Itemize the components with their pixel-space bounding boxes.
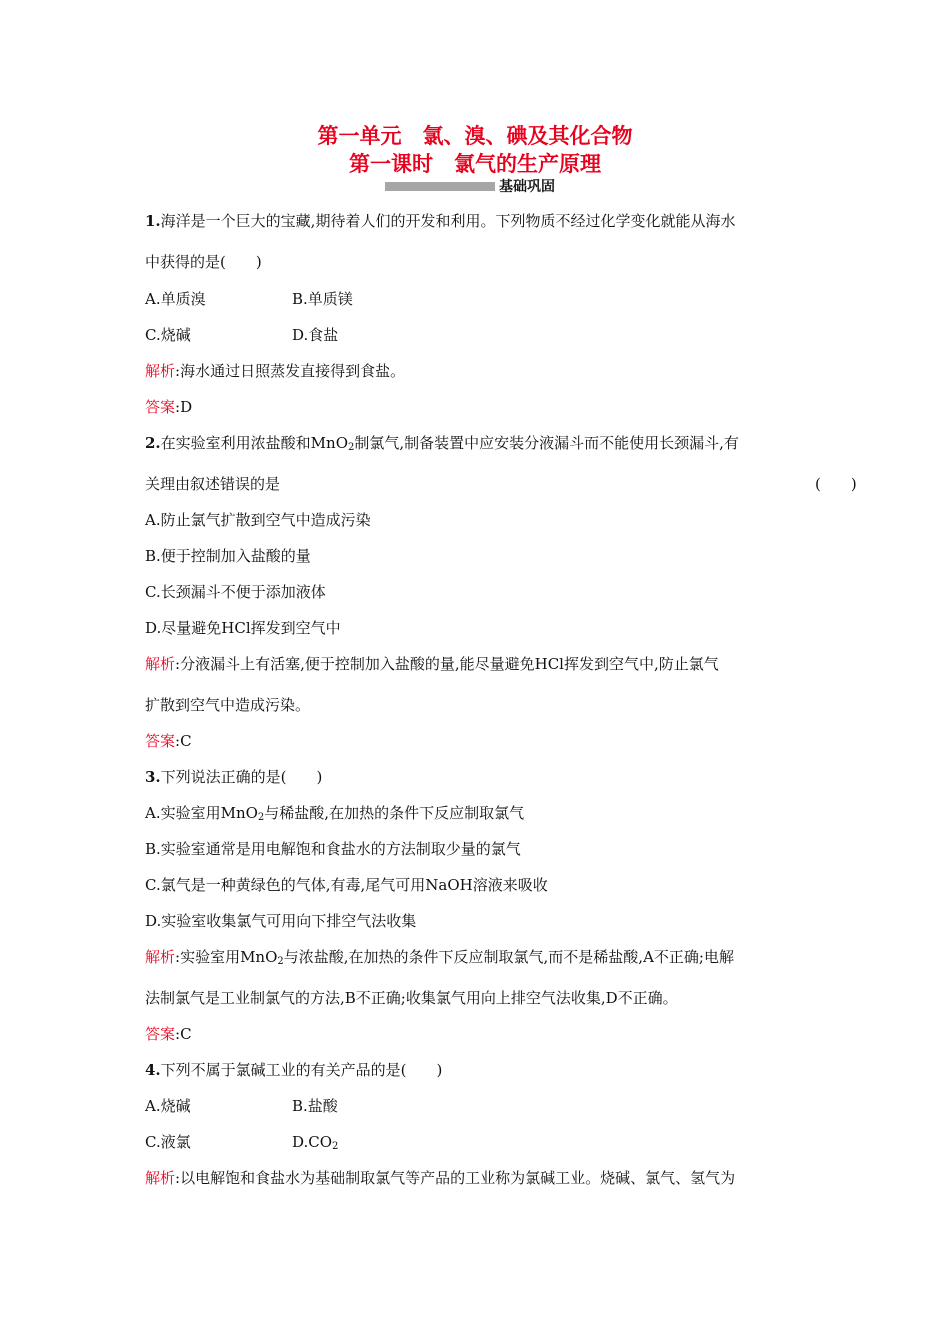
q2-option-d: D.尽量避免HCl挥发到空气中	[145, 619, 341, 637]
q3-option-a-2: 与稀盐酸,在加热的条件下反应制取氯气	[264, 804, 525, 822]
q4-analysis	[145, 1168, 735, 1188]
q4-number: 4.	[145, 1061, 161, 1079]
q2-analysis-b: 扩散到空气中造成污染。	[145, 696, 311, 714]
q2-answer	[145, 731, 192, 751]
q3-answer	[145, 1024, 192, 1044]
q2-number: 2.	[145, 434, 161, 452]
q1-option-a: A.单质溴	[145, 290, 206, 308]
q2-stem-a-2: 制氯气,制备装置中应安装分液漏斗而不能使用长颈漏斗,有	[354, 434, 739, 452]
q4-option-d	[292, 1132, 338, 1152]
q1-stem-line1	[145, 211, 735, 231]
q3-option-a-1: A.实验室用MnO	[145, 804, 258, 822]
q3-analysis-a-1: :实验室用MnO	[175, 948, 278, 966]
q4-option-b: B.盐酸	[292, 1097, 338, 1115]
q1-number: 1.	[145, 212, 161, 230]
unit-title: 第一单元 氯、溴、碘及其化合物	[317, 124, 633, 148]
q1-stem-a: 海洋是一个巨大的宝藏,期待着人们的开发和利用。下列物质不经过化学变化就能从海水	[160, 212, 736, 230]
q3-analysis-a-sub: 2	[277, 956, 284, 967]
q1-option-b: B.单质镁	[292, 290, 353, 308]
q1-analysis-text: :海水通过日照蒸发直接得到食盐。	[175, 362, 406, 380]
section-bar	[385, 182, 495, 191]
q2-answer-paren: ( )	[815, 475, 857, 493]
q4-option-a: A.烧碱	[145, 1097, 191, 1115]
q3-number: 3.	[145, 768, 161, 786]
q3-analysis-line1	[145, 947, 734, 967]
q3-answer-label: 答案	[145, 1025, 176, 1043]
q4-option-c: C.液氯	[145, 1133, 191, 1151]
q2-option-a: A.防止氯气扩散到空气中造成污染	[145, 511, 371, 529]
q1-option-d: D.食盐	[292, 326, 339, 344]
q3-analysis-label: 解析	[145, 948, 176, 966]
q2-option-c: C.长颈漏斗不便于添加液体	[145, 583, 326, 601]
q2-analysis-label: 解析	[145, 655, 176, 673]
q2-stem-a-1: 在实验室利用浓盐酸和MnO	[160, 434, 348, 452]
q4-option-d-sub: 2	[332, 1141, 339, 1152]
q2-stem-line1	[145, 433, 739, 453]
q3-option-c: C.氯气是一种黄绿色的气体,有毒,尾气可用NaOH溶液来吸收	[145, 876, 548, 894]
q1-answer	[145, 397, 192, 417]
q3-option-a	[145, 803, 524, 823]
q4-option-d-1: D.CO	[292, 1133, 333, 1151]
q1-stem-b: 中获得的是( )	[145, 253, 262, 271]
q2-answer-text: :C	[175, 732, 192, 750]
q2-analysis-line1	[145, 654, 719, 674]
q1-analysis-label: 解析	[145, 362, 176, 380]
q3-stem	[145, 767, 322, 787]
q4-analysis-text: :以电解饱和食盐水为基础制取氯气等产品的工业称为氯碱工业。烧碱、氯气、氢气为	[175, 1169, 736, 1187]
q2-stem-a-sub: 2	[348, 442, 355, 453]
q2-option-b: B.便于控制加入盐酸的量	[145, 547, 311, 565]
q3-answer-text: :C	[175, 1025, 192, 1043]
q1-answer-text: :D	[175, 398, 193, 416]
q2-analysis-a: :分液漏斗上有活塞,便于控制加入盐酸的量,能尽量避免HCl挥发到空气中,防止氯气	[175, 655, 719, 673]
q2-answer-label: 答案	[145, 732, 176, 750]
q1-option-c: C.烧碱	[145, 326, 191, 344]
q3-analysis-a-2: 与浓盐酸,在加热的条件下反应制取氯气,而不是稀盐酸,A不正确;电解	[283, 948, 734, 966]
q1-answer-label: 答案	[145, 398, 176, 416]
q3-analysis-b: 法制氯气是工业制氯气的方法,B不正确;收集氯气用向上排空气法收集,D不正确。	[145, 989, 678, 1007]
q2-stem-b: 关理由叙述错误的是	[145, 475, 281, 493]
lesson-title: 第一课时 氯气的生产原理	[349, 152, 601, 176]
q3-stem-text: 下列说法正确的是( )	[160, 768, 323, 786]
q4-stem-text: 下列不属于氯碱工业的有关产品的是( )	[160, 1061, 443, 1079]
q4-stem	[145, 1060, 442, 1080]
q3-option-d: D.实验室收集氯气可用向下排空气法收集	[145, 912, 417, 930]
q3-option-b: B.实验室通常是用电解饱和食盐水的方法制取少量的氯气	[145, 840, 521, 858]
q1-analysis	[145, 361, 405, 381]
section-label: 基础巩固	[499, 179, 555, 195]
q4-analysis-label: 解析	[145, 1169, 176, 1187]
q3-option-a-sub: 2	[257, 812, 265, 823]
